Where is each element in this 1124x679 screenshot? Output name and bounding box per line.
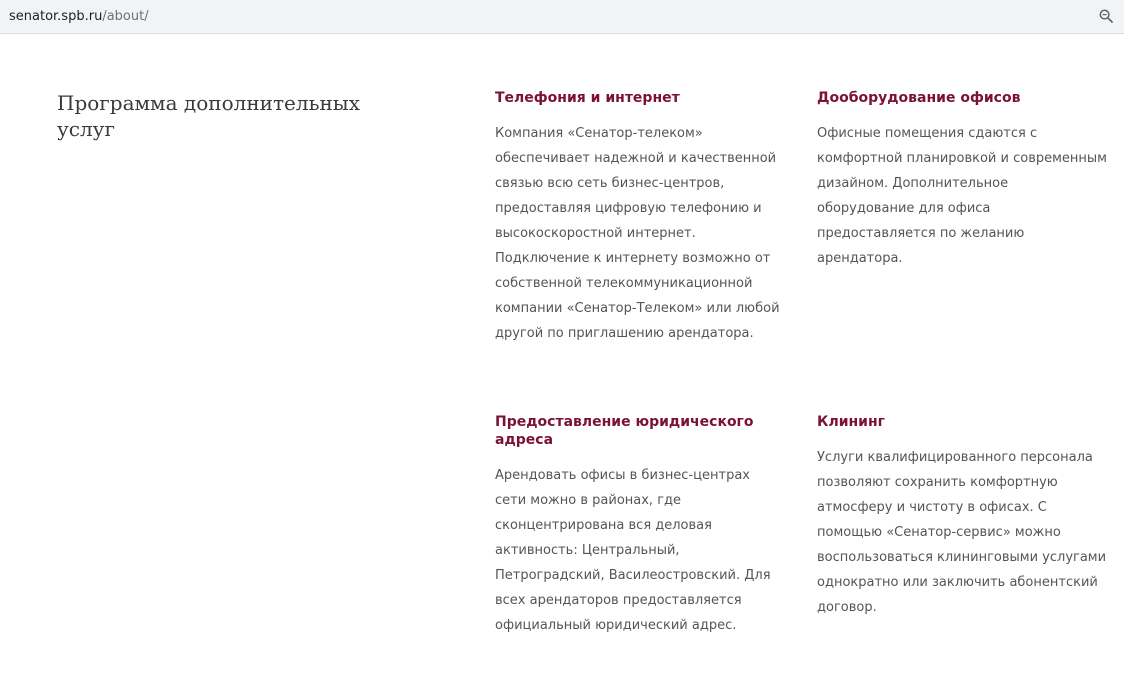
url-text[interactable] bbox=[9, 9, 149, 25]
service-office-equipment bbox=[817, 89, 1107, 271]
service-description: Компания «Сенатор-телеком» обеспечивает надежной и качественной связью всю сеть бизнес-центров, предоставляя цифровую телефонию и высокоскоростной интернет. Подключение к интернету возможно от собственной телекоммуникационной компании «Сенатор-Телеком» или любой другой по приглашению арендатора. bbox=[495, 126, 780, 341]
url-domain: senator.spb.ru bbox=[9, 9, 103, 24]
url-path: /about/ bbox=[102, 9, 149, 24]
zoom-icon[interactable] bbox=[1099, 9, 1113, 23]
service-cleaning bbox=[817, 413, 1109, 620]
address-bar[interactable] bbox=[0, 0, 1124, 34]
service-legal-address bbox=[495, 413, 780, 638]
service-title: Телефония и интернет bbox=[495, 90, 680, 106]
page-title: Программа дополнительных услуг bbox=[57, 91, 360, 141]
service-telephony-internet bbox=[495, 89, 785, 346]
service-title: Предоставление юридического адреса bbox=[495, 414, 754, 448]
service-title: Клининг bbox=[817, 414, 885, 430]
service-description: Офисные помещения сдаются с комфортной планировкой и современным дизайном. Дополнительное оборудование для офиса предоставляется по желанию арендатора. bbox=[817, 126, 1107, 266]
service-description: Арендовать офисы в бизнес-центрах сети можно в районах, где сконцентрирована вся деловая активность: Центральный, Петроградский, Василеостровский. Для всех арендаторов предоставляется официальный юридический адрес. bbox=[495, 468, 771, 633]
service-description: Услуги квалифицированного персонала позволяют сохранить комфортную атмосферу и чистоту в офисах. С помощью «Сенатор-сервис» можно воспользоваться клининговыми услугами однократно или заключить абонентский договор. bbox=[817, 450, 1107, 615]
service-title: Дооборудование офисов bbox=[817, 90, 1021, 106]
